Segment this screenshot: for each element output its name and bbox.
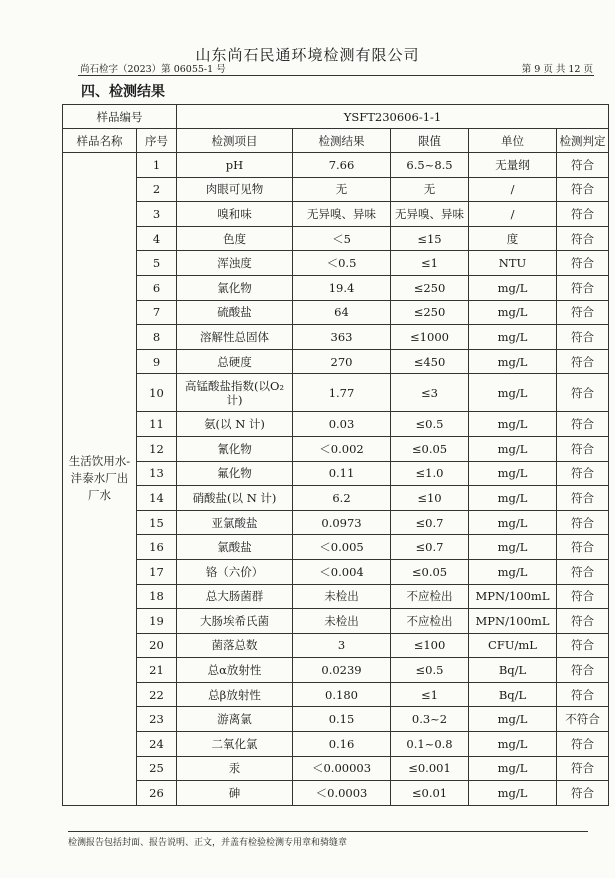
cell-limit: 6.5~8.5 (391, 153, 469, 178)
cell-item: 游离氯 (177, 707, 293, 732)
cell-limit: ≤250 (391, 275, 469, 300)
table-row (63, 226, 609, 251)
header-rule (78, 75, 594, 76)
cell-result: 19.4 (293, 275, 391, 300)
cell-item: 嗅和味 (177, 202, 293, 227)
cell-result: 0.11 (293, 461, 391, 486)
cell-judge: 符合 (557, 202, 609, 227)
cell-no: 25 (137, 756, 177, 781)
cell-unit: MPN/100mL (469, 584, 557, 609)
cell-no: 23 (137, 707, 177, 732)
cell-no: 20 (137, 633, 177, 658)
cell-limit: ≤1 (391, 682, 469, 707)
cell-limit: ≤0.5 (391, 658, 469, 683)
cell-unit: mg/L (469, 781, 557, 806)
cell-item: 菌落总数 (177, 633, 293, 658)
cell-unit: Bq/L (469, 682, 557, 707)
cell-result: 1.77 (293, 374, 391, 412)
cell-judge: 符合 (557, 510, 609, 535)
cell-judge: 符合 (557, 559, 609, 584)
section-title: 四、检测结果 (81, 84, 165, 100)
table-row (63, 349, 609, 374)
cell-judge: 符合 (557, 226, 609, 251)
cell-unit: mg/L (469, 559, 557, 584)
cell-no: 17 (137, 559, 177, 584)
cell-no: 9 (137, 349, 177, 374)
cell-item: 氯酸盐 (177, 535, 293, 560)
cell-no: 24 (137, 732, 177, 757)
cell-result: 7.66 (293, 153, 391, 178)
cell-unit: mg/L (469, 756, 557, 781)
sample-id-row (63, 105, 609, 129)
cell-item: 溶解性总固体 (177, 325, 293, 350)
company-name: 山东尚石民通环境检测有限公司 (195, 46, 420, 64)
cell-result: ＜0.005 (293, 535, 391, 560)
cell-item: 总α放射性 (177, 658, 293, 683)
cell-unit: 无量纲 (469, 153, 557, 178)
cell-no: 11 (137, 412, 177, 437)
cell-limit: ≤10 (391, 486, 469, 511)
cell-no: 2 (137, 177, 177, 202)
cell-limit: ≤0.001 (391, 756, 469, 781)
cell-judge: 符合 (557, 633, 609, 658)
cell-limit: ≤1.0 (391, 461, 469, 486)
col-header-result: 检测结果 (293, 129, 391, 153)
cell-no: 15 (137, 510, 177, 535)
cell-result: 0.15 (293, 707, 391, 732)
cell-unit: mg/L (469, 707, 557, 732)
table-row (63, 325, 609, 350)
cell-result: 64 (293, 300, 391, 325)
cell-no: 14 (137, 486, 177, 511)
table-row (63, 300, 609, 325)
table-row (63, 412, 609, 437)
cell-no: 22 (137, 682, 177, 707)
cell-no: 16 (137, 535, 177, 560)
cell-judge: 符合 (557, 461, 609, 486)
cell-judge: 符合 (557, 486, 609, 511)
cell-judge: 符合 (557, 325, 609, 350)
cell-judge: 符合 (557, 781, 609, 806)
cell-result: ＜0.002 (293, 436, 391, 461)
cell-judge: 不符合 (557, 707, 609, 732)
table-row (63, 609, 609, 634)
cell-judge: 符合 (557, 436, 609, 461)
table-row (63, 732, 609, 757)
col-header-unit: 单位 (469, 129, 557, 153)
cell-unit: mg/L (469, 349, 557, 374)
cell-no: 6 (137, 275, 177, 300)
cell-judge: 符合 (557, 609, 609, 634)
report-number: 尚石检字（2023）第 06055-1 号 (80, 64, 226, 75)
table-row (63, 486, 609, 511)
cell-result: 6.2 (293, 486, 391, 511)
cell-unit: mg/L (469, 275, 557, 300)
col-header-sample-name: 样品名称 (63, 129, 137, 153)
cell-no: 3 (137, 202, 177, 227)
cell-judge: 符合 (557, 584, 609, 609)
cell-unit: mg/L (469, 461, 557, 486)
cell-result: 0.0239 (293, 658, 391, 683)
cell-item: pH (177, 153, 293, 178)
cell-no: 21 (137, 658, 177, 683)
cell-no: 5 (137, 251, 177, 276)
table-row (63, 535, 609, 560)
cell-limit: 无异嗅、异味 (391, 202, 469, 227)
cell-judge: 符合 (557, 535, 609, 560)
table-row (63, 781, 609, 806)
report-meta (80, 61, 593, 75)
cell-result: 0.0973 (293, 510, 391, 535)
cell-unit: mg/L (469, 510, 557, 535)
cell-no: 7 (137, 300, 177, 325)
footer-note: 检测报告包括封面、报告说明、正文，并盖有检验检测专用章和骑缝章 (68, 831, 588, 848)
table-row (63, 275, 609, 300)
cell-item: 肉眼可见物 (177, 177, 293, 202)
cell-unit: / (469, 177, 557, 202)
cell-item: 总大肠菌群 (177, 584, 293, 609)
table-row (63, 707, 609, 732)
cell-item: 总硬度 (177, 349, 293, 374)
cell-result: 0.03 (293, 412, 391, 437)
col-header-limit: 限值 (391, 129, 469, 153)
cell-result: 0.180 (293, 682, 391, 707)
cell-no: 8 (137, 325, 177, 350)
col-header-no: 序号 (137, 129, 177, 153)
cell-result: 0.16 (293, 732, 391, 757)
col-header-item: 检测项目 (177, 129, 293, 153)
cell-item: 高锰酸盐指数(以O₂计) (177, 374, 293, 412)
cell-judge: 符合 (557, 177, 609, 202)
cell-judge: 符合 (557, 251, 609, 276)
table-row (63, 461, 609, 486)
results-table (62, 104, 609, 806)
cell-item: 铬（六价） (177, 559, 293, 584)
cell-item: 总β放射性 (177, 682, 293, 707)
cell-unit: mg/L (469, 300, 557, 325)
cell-item: 砷 (177, 781, 293, 806)
cell-unit: 度 (469, 226, 557, 251)
cell-result: ＜5 (293, 226, 391, 251)
cell-limit: ≤3 (391, 374, 469, 412)
sample-name-cell: 生活饮用水-沣泰水厂出厂水 (63, 153, 137, 806)
cell-unit: MPN/100mL (469, 609, 557, 634)
cell-item: 硫酸盐 (177, 300, 293, 325)
cell-item: 色度 (177, 226, 293, 251)
cell-no: 1 (137, 153, 177, 178)
cell-unit: CFU/mL (469, 633, 557, 658)
cell-item: 氟化物 (177, 461, 293, 486)
cell-item: 大肠埃希氏菌 (177, 609, 293, 634)
page-info: 第 9 页 共 12 页 (521, 64, 593, 75)
cell-item: 汞 (177, 756, 293, 781)
cell-judge: 符合 (557, 756, 609, 781)
cell-result: 270 (293, 349, 391, 374)
cell-limit: ≤0.5 (391, 412, 469, 437)
cell-limit: ≤0.7 (391, 535, 469, 560)
cell-limit: ≤450 (391, 349, 469, 374)
cell-limit: 0.3~2 (391, 707, 469, 732)
cell-item: 氰化物 (177, 436, 293, 461)
cell-no: 4 (137, 226, 177, 251)
cell-limit: ≤0.01 (391, 781, 469, 806)
cell-unit: mg/L (469, 535, 557, 560)
cell-result: 363 (293, 325, 391, 350)
cell-result: 未检出 (293, 584, 391, 609)
cell-result: 无 (293, 177, 391, 202)
cell-limit: ≤0.05 (391, 559, 469, 584)
cell-limit: ≤15 (391, 226, 469, 251)
cell-unit: mg/L (469, 486, 557, 511)
cell-no: 12 (137, 436, 177, 461)
cell-unit: mg/L (469, 325, 557, 350)
cell-no: 26 (137, 781, 177, 806)
table-row (63, 153, 609, 178)
cell-unit: Bq/L (469, 658, 557, 683)
cell-item: 硝酸盐(以 N 计) (177, 486, 293, 511)
cell-limit: ≤250 (391, 300, 469, 325)
cell-no: 18 (137, 584, 177, 609)
cell-item: 浑浊度 (177, 251, 293, 276)
cell-unit: NTU (469, 251, 557, 276)
table-row (63, 658, 609, 683)
cell-no: 13 (137, 461, 177, 486)
table-row (63, 436, 609, 461)
cell-result: 未检出 (293, 609, 391, 634)
cell-limit: ≤1 (391, 251, 469, 276)
cell-item: 氯化物 (177, 275, 293, 300)
cell-judge: 符合 (557, 349, 609, 374)
cell-result: ＜0.0003 (293, 781, 391, 806)
table-row (63, 756, 609, 781)
cell-limit: 不应检出 (391, 609, 469, 634)
cell-item: 亚氯酸盐 (177, 510, 293, 535)
cell-limit: ≤1000 (391, 325, 469, 350)
table-row (63, 177, 609, 202)
cell-result: 无异嗅、异味 (293, 202, 391, 227)
cell-limit: 0.1~0.8 (391, 732, 469, 757)
cell-no: 10 (137, 374, 177, 412)
cell-limit: 不应检出 (391, 584, 469, 609)
cell-limit: ≤0.05 (391, 436, 469, 461)
table-row (63, 682, 609, 707)
column-header-row (63, 129, 609, 153)
table-row (63, 510, 609, 535)
table-row (63, 251, 609, 276)
cell-judge: 符合 (557, 732, 609, 757)
cell-limit: ≤0.7 (391, 510, 469, 535)
cell-unit: mg/L (469, 436, 557, 461)
cell-unit: mg/L (469, 374, 557, 412)
cell-item: 氨(以 N 计) (177, 412, 293, 437)
cell-unit: mg/L (469, 732, 557, 757)
sample-id-value: YSFT230606-1-1 (177, 105, 609, 129)
cell-unit: / (469, 202, 557, 227)
cell-limit: 无 (391, 177, 469, 202)
table-row (63, 633, 609, 658)
cell-result: ＜0.00003 (293, 756, 391, 781)
sample-id-label: 样品编号 (63, 105, 177, 129)
table-row (63, 584, 609, 609)
cell-unit: mg/L (469, 412, 557, 437)
cell-result: 3 (293, 633, 391, 658)
cell-limit: ≤100 (391, 633, 469, 658)
col-header-judge: 检测判定 (557, 129, 609, 153)
cell-judge: 符合 (557, 682, 609, 707)
cell-judge: 符合 (557, 153, 609, 178)
cell-judge: 符合 (557, 412, 609, 437)
cell-item: 二氧化氯 (177, 732, 293, 757)
cell-judge: 符合 (557, 300, 609, 325)
table-row (63, 559, 609, 584)
cell-judge: 符合 (557, 374, 609, 412)
table-row (63, 202, 609, 227)
cell-judge: 符合 (557, 658, 609, 683)
cell-judge: 符合 (557, 275, 609, 300)
table-row (63, 374, 609, 412)
cell-no: 19 (137, 609, 177, 634)
cell-result: ＜0.5 (293, 251, 391, 276)
cell-result: ＜0.004 (293, 559, 391, 584)
